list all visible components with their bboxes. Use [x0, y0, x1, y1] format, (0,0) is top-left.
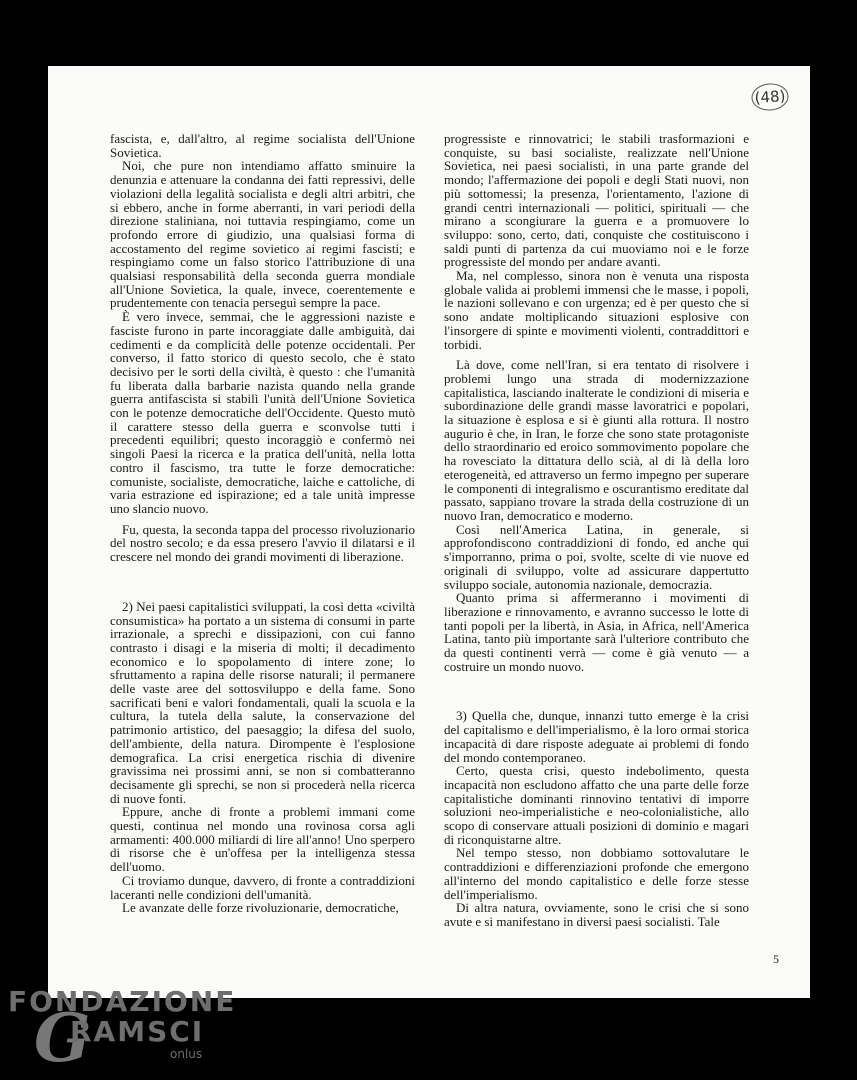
logo-g: G: [34, 999, 91, 1077]
paragraph: Così nell'America Latina, in generale, si approfondiscono contraddizioni di fondo, ed anche qui s'imporranno, prima o poi, svolte, scelte di vie nuove ed originali di sviluppo, volte ad assicurare dappertutto sviluppo sociale, autonomia nazionale, democrazia.: [444, 521, 749, 592]
section-3-paragraph: 3) Quella che, dunque, innanzi tutto emerge è la crisi del capitalismo e dell'imperialismo, è la loro ormai storica incapacità di dare risposte adeguate ai problemi di fondo del mondo contemporaneo.: [444, 708, 749, 765]
paragraph: Nel tempo stesso, non dobbiamo sottovalutare le contraddizioni e differenziazioni profonde che emergono all'interno del mondo capitalistico e delle forze stesse dell'imperialismo.: [444, 845, 749, 902]
paragraph: Quanto prima si affermeranno i movimenti di liberazione e rinnovamento, e avranno successo le lotte di tanti popoli per la libertà, in Asia, in Africa, nell'America Latina, tanto più importante sarà l'ulteriore contributo che da questi continenti verrà — come è già venuto — a costruire un mondo nuovo.: [444, 590, 749, 674]
page-number: 5: [773, 952, 779, 966]
logo-onlus: onlus: [170, 1047, 203, 1061]
left-column: [110, 132, 415, 915]
archive-stamp: [749, 81, 791, 114]
section-2-paragraph: 2) Nei paesi capitalistici sviluppati, la così detta «civiltà consumistica» ha portato a un sistema di consumi in parte irrazionale, a sprechi e dissipazioni, con cui fanno contrasto i disagi e la miseria di molti; il decadimento economico e lo spopolamento di intere zone; lo sfruttamento a rapina delle risorse naturali; il permanere delle vaste aree del sottosviluppo e della fame. Sono sacrificati beni e valori fondamentali, quali la scuola e la cultura, la tutela della salute, la conservazione del patrimonio artistico, del paesaggio; la difesa del suolo, dell'ambiente, della natura. Dirompente è l'esplosione demografica. La crisi energetica rischia di divenire gravissima nei prossimi anni, se non si combatteranno decisamente gli sprechi, se non si procederà nella ricerca di nuove fonti.: [110, 598, 415, 806]
paragraph: Certo, questa crisi, questo indebolimento, questa incapacità non escludono affatto che una parte delle forze capitalistiche dominanti rinnovino tentativi di imporre soluzioni neo-imperialistiche e neo-colonialistiche, allo scopo di conservare attuali posizioni di dominio e magari di riconquistarne altre.: [444, 763, 749, 847]
logo-line1: FONDAZIONE: [8, 985, 237, 1018]
paragraph: fascista, e, dall'altro, al regime socialista dell'Unione Sovietica.: [110, 131, 415, 160]
right-column: [444, 132, 749, 929]
paragraph: Ma, nel complesso, sinora non è venuta una risposta globale valida ai problemi immensi che le masse, i popoli, le nazioni sollevano e con urgenza; ed è per questo che si sono andate moltiplicando situazioni esplosive con l'insorgere di spinte e movimenti violenti, contraddittori e torbidi.: [444, 268, 749, 352]
paragraph: Le avanzate delle forze rivoluzionarie, democratiche,: [122, 900, 399, 916]
paragraph: Ci troviamo dunque, davvero, di fronte a contraddizioni laceranti nelle condizioni dell'umanità.: [110, 872, 415, 902]
logo-line2: RAMSCI: [70, 1015, 205, 1048]
paragraph: È vero invece, semmai, che le aggressioni naziste e fasciste furono in parte incoraggiate dalle ambiguità, dai cedimenti e da complicità delle potenze occidentali. Per converso, il fatto storico di questo secolo, che è stato decisivo per le sorti della civiltà, è questo : che l'umanità fu liberata dalla barbarie nazista quando nella grande guerra antifascista si stabilì l'unità dell'Unione Sovietica con le potenze democratiche dell'Occidente. Questo mutò il carattere stesso della guerra e sconvolse tutti i precedenti equilibri; questo incoraggiò e confermò nei singoli Paesi la ricerca e la pratica dell'unità, nella lotta contro il fascismo, tra tutte le forze democratiche: comuniste, socialiste, democratiche, laiche e cattoliche, di varia estrazione ed ispirazione; ed a tale unità impresse uno slancio nuovo.: [110, 309, 415, 516]
paragraph: progressiste e rinnovatrici; le stabili trasformazioni e conquiste, su basi socialiste, realizzate nell'Unione Sovietica, nei paesi socialisti, in una parte grande del mondo; l'affermazione dei popoli e degli Stati nuovi, non più sottomessi; la presenza, l'orientamento, l'azione di grandi centri internazionali — politici, spirituali — che mirano a scongiurare la guerra e a promuovere lo sviluppo: sono, certo, dati, conquiste che costituiscono i saldi punti di partenza da cui muoviamo noi e le forze progressiste del mondo per andare avanti.: [444, 131, 749, 270]
stamp-text: (48): [754, 86, 786, 108]
watermark-logo: [8, 985, 237, 1077]
paragraph: Fu, questa, la seconda tappa del processo rivoluzionario del nostro secolo; e da essa presero l'avvio il dilatarsi e il crescere nel mondo dei grandi movimenti di liberazione.: [110, 521, 415, 565]
paragraph: Eppure, anche di fronte a problemi immani come questi, continua nel mondo una rovinosa corsa agli armamenti: 400.000 miliardi di lire all'anno! Uno sperpero di risorse che è un'offesa per la intelligenza stessa dell'uomo.: [110, 804, 415, 875]
stamp-circle-icon: [749, 81, 791, 114]
paragraph: Noi, che pure non intendiamo affatto sminuire la denunzia e attenuare la condanna dei fatti repressivi, delle violazioni della legalità socialista e degli altri arbitri, che si ebbero, anche in forme aberranti, in vari periodi della direzione staliniana, noi tuttavia respingiamo, come un profondo errore di giudizio, una qualsiasi forma di accostamento del regime sovietico ai regimi fascisti; e respingiamo come un falso storico l'attribuzione di una qualsiasi responsabilità della seconda guerra mondiale all'Unione Sovietica, la quale, invece, coerentemente e prudentemente con tenacia perseguì sempre la pace.: [110, 158, 415, 311]
paragraph: Di altra natura, ovviamente, sono le crisi che si sono avute e si manifestano in diversi paesi socialisti. Tale: [444, 900, 749, 929]
paragraph: Là dove, come nell'Iran, si era tentato di risolvere i problemi lungo una strada di modernizzazione capitalistica, lasciando inalterate le condizioni di miseria e subordinazione delle grandi masse lavoratrici e popolari, la situazione è esplosa e si è giunti alla rottura. Il nostro augurio è che, in Iran, le forze che sono state protagoniste dello straordinario ed eroico sommovimento popolare che ha rovesciato la dittatura dello scià, al di là della loro eterogeneità, ed attraverso un fermo impegno per superare le componenti di integralismo e oscurantismo ereditate dal passato, sappiano trovare la strada della costruzione di un nuovo Iran, democratico e moderno.: [444, 357, 749, 523]
document-page: [48, 66, 810, 998]
